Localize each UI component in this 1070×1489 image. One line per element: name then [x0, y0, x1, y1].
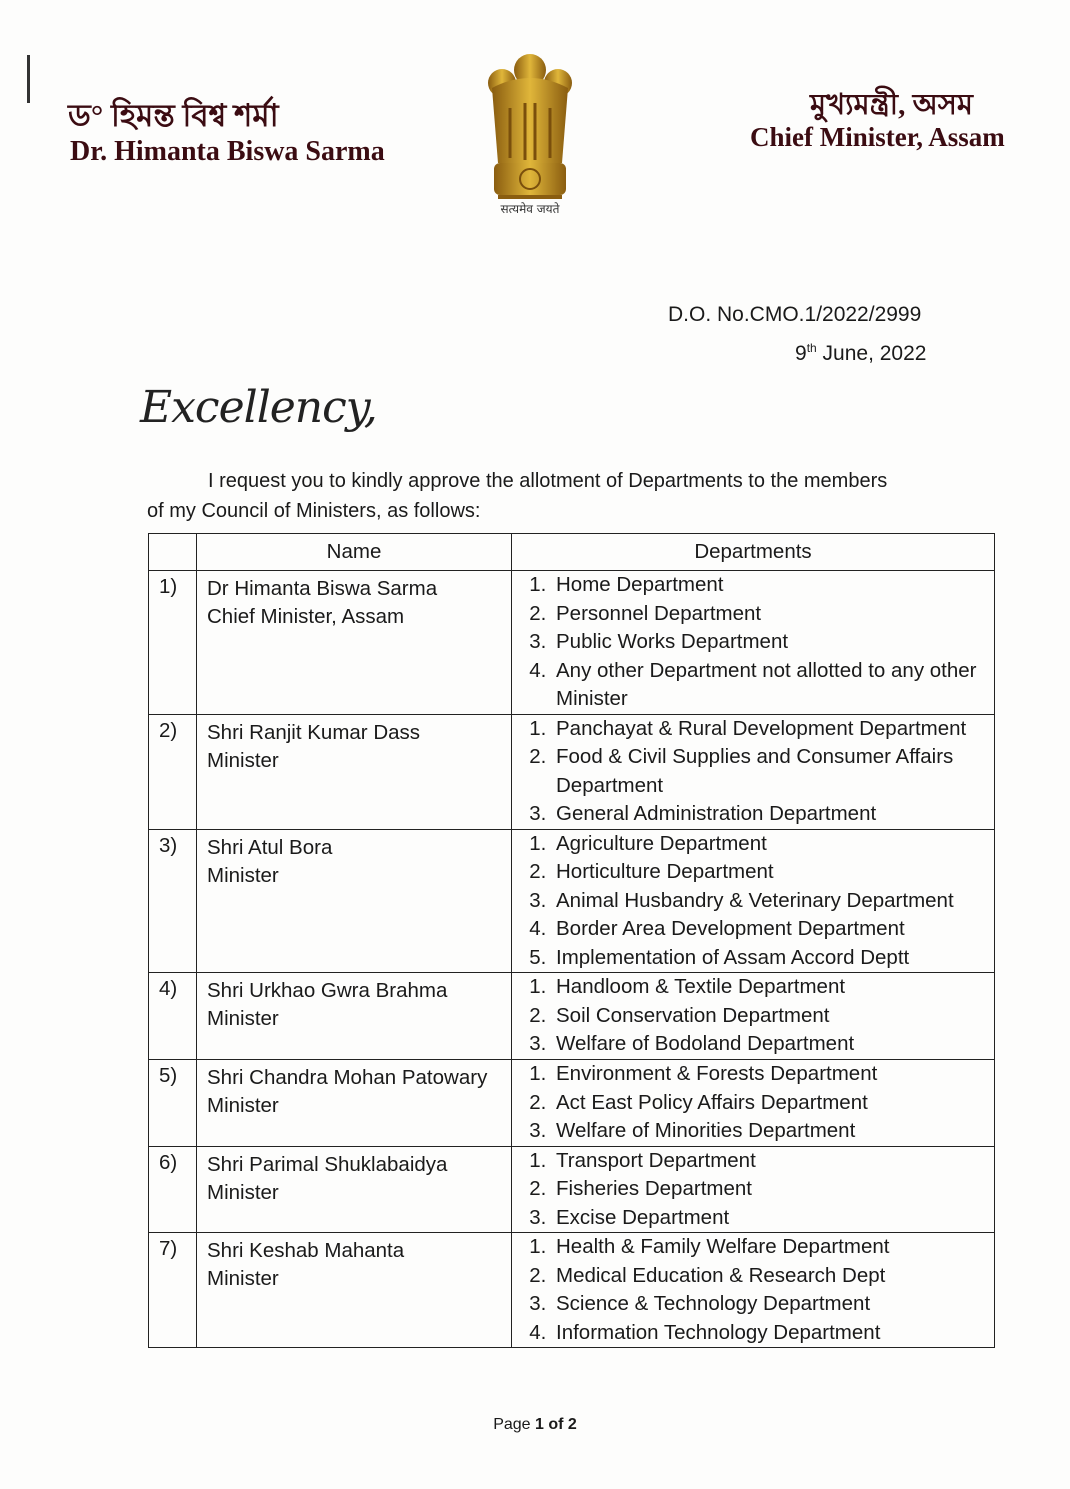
row-number: 4)	[149, 973, 197, 1060]
intro-line-2: of my Council of Ministers, as follows:	[147, 500, 481, 522]
table-row	[149, 973, 995, 1060]
department-item: 5. Implementation of Assam Accord Deptt	[552, 944, 994, 973]
department-item: 1. Handloom & Textile Department	[552, 973, 994, 1002]
department-item: 3. Welfare of Bodoland Department	[552, 1030, 994, 1059]
minister-cell	[197, 1233, 512, 1348]
minister-name: Shri Atul Bora	[207, 835, 333, 859]
minister-designation: Minister	[207, 748, 279, 772]
intro-line-1: I request you to kindly approve the allotment of Departments to the members	[208, 470, 888, 492]
page-middle: of	[543, 1416, 568, 1433]
letterhead-name-assamese: ড° হিমন্ত বিশ্ব শৰ্মা	[68, 98, 279, 133]
department-item: 2. Soil Conservation Department	[552, 1002, 994, 1031]
minister-name: Dr Himanta Biswa Sarma	[207, 577, 438, 600]
department-item: 3. Public Works Department	[552, 628, 994, 657]
emblem-motto: सत्यमेव जयते	[500, 202, 560, 216]
table-row	[149, 829, 995, 973]
department-item: 4. Border Area Development Department	[552, 915, 994, 944]
minister-cell	[197, 829, 512, 973]
minister-cell	[197, 973, 512, 1060]
department-item: 1. Panchayat & Rural Development Department	[552, 715, 994, 744]
date-suffix: th	[806, 341, 817, 355]
minister-designation: Minister	[207, 863, 279, 887]
letterhead-title-english: Chief Minister, Assam	[750, 122, 1005, 152]
minister-cell	[197, 714, 512, 829]
row-number: 5)	[149, 1060, 197, 1147]
handwritten-salutation: Excellency,	[140, 382, 377, 433]
letterhead-name-english: Dr. Himanta Biswa Sarma	[70, 136, 385, 167]
letterhead-title-assamese: মুখ্যমন্ত্ৰী, অসম	[810, 89, 973, 121]
row-number: 3)	[149, 829, 197, 973]
minister-name: Shri Parimal Shuklabaidya	[207, 1152, 448, 1176]
department-item: 1. Home Department	[552, 571, 994, 600]
minister-name: Shri Ranjit Kumar Dass	[207, 720, 421, 744]
page-current: 1	[535, 1416, 544, 1433]
page-total: 2	[567, 1416, 577, 1433]
department-item: 3. Excise Department	[552, 1204, 994, 1233]
ministers-table	[148, 533, 995, 1348]
department-item: 2. Personnel Department	[552, 600, 994, 629]
minister-name: Shri Keshab Mahanta	[207, 1239, 405, 1262]
header-departments: Departments	[512, 534, 995, 571]
table-row	[149, 1233, 995, 1348]
departments-cell	[512, 571, 995, 715]
department-item: 1. Environment & Forests Department	[552, 1060, 994, 1089]
department-item: 2. Act East Policy Affairs Department	[552, 1089, 994, 1118]
row-number: 1)	[149, 571, 197, 715]
department-item: 1. Transport Department	[552, 1147, 994, 1176]
department-item: 3. General Administration Department	[552, 800, 994, 829]
department-item: 2. Fisheries Department	[552, 1175, 994, 1204]
page-prefix: Page	[493, 1416, 535, 1433]
table-row	[149, 571, 995, 715]
department-item: 1. Health & Family Welfare Department	[552, 1233, 994, 1262]
minister-designation: Minister	[207, 1180, 279, 1204]
department-item: 4. Any other Department not allotted to any other Minister	[552, 657, 994, 714]
date-day: 9	[795, 342, 807, 365]
row-number: 2)	[149, 714, 197, 829]
row-number: 6)	[149, 1146, 197, 1233]
letter-date	[795, 341, 926, 366]
departments-cell	[512, 714, 995, 829]
table-row	[149, 1146, 995, 1233]
department-item: 1. Agriculture Department	[552, 830, 994, 859]
minister-designation: Minister	[207, 1007, 279, 1030]
minister-cell	[197, 1060, 512, 1147]
departments-cell	[512, 1146, 995, 1233]
margin-mark	[27, 55, 30, 103]
national-emblem-icon	[480, 48, 580, 223]
minister-name: Shri Chandra Mohan Patowary	[207, 1066, 488, 1089]
row-number: 7)	[149, 1233, 197, 1348]
department-item: 2. Food & Civil Supplies and Consumer Affairs Department	[552, 743, 994, 800]
department-item: 3. Science & Technology Department	[552, 1290, 994, 1319]
department-item: 2. Medical Education & Research Dept	[552, 1262, 994, 1291]
departments-cell	[512, 973, 995, 1060]
table-header-row	[149, 534, 995, 571]
header-number	[149, 534, 197, 571]
department-item: 2. Horticulture Department	[552, 858, 994, 887]
table-row	[149, 1060, 995, 1147]
minister-cell	[197, 1146, 512, 1233]
departments-cell	[512, 1233, 995, 1348]
minister-cell	[197, 571, 512, 715]
reference-number: D.O. No.CMO.1/2022/2999	[668, 303, 922, 326]
header-name: Name	[197, 534, 512, 571]
departments-cell	[512, 829, 995, 973]
minister-designation: Minister	[207, 1267, 279, 1290]
department-item: 3. Animal Husbandry & Veterinary Department	[552, 887, 994, 916]
minister-designation: Chief Minister, Assam	[207, 605, 405, 628]
departments-cell	[512, 1060, 995, 1147]
department-item: 4. Information Technology Department	[552, 1319, 994, 1348]
minister-designation: Minister	[207, 1094, 279, 1117]
minister-name: Shri Urkhao Gwra Brahma	[207, 979, 448, 1002]
date-rest: June, 2022	[816, 342, 927, 365]
table-row	[149, 714, 995, 829]
page-number	[0, 1416, 1070, 1434]
department-item: 3. Welfare of Minorities Department	[552, 1117, 994, 1146]
